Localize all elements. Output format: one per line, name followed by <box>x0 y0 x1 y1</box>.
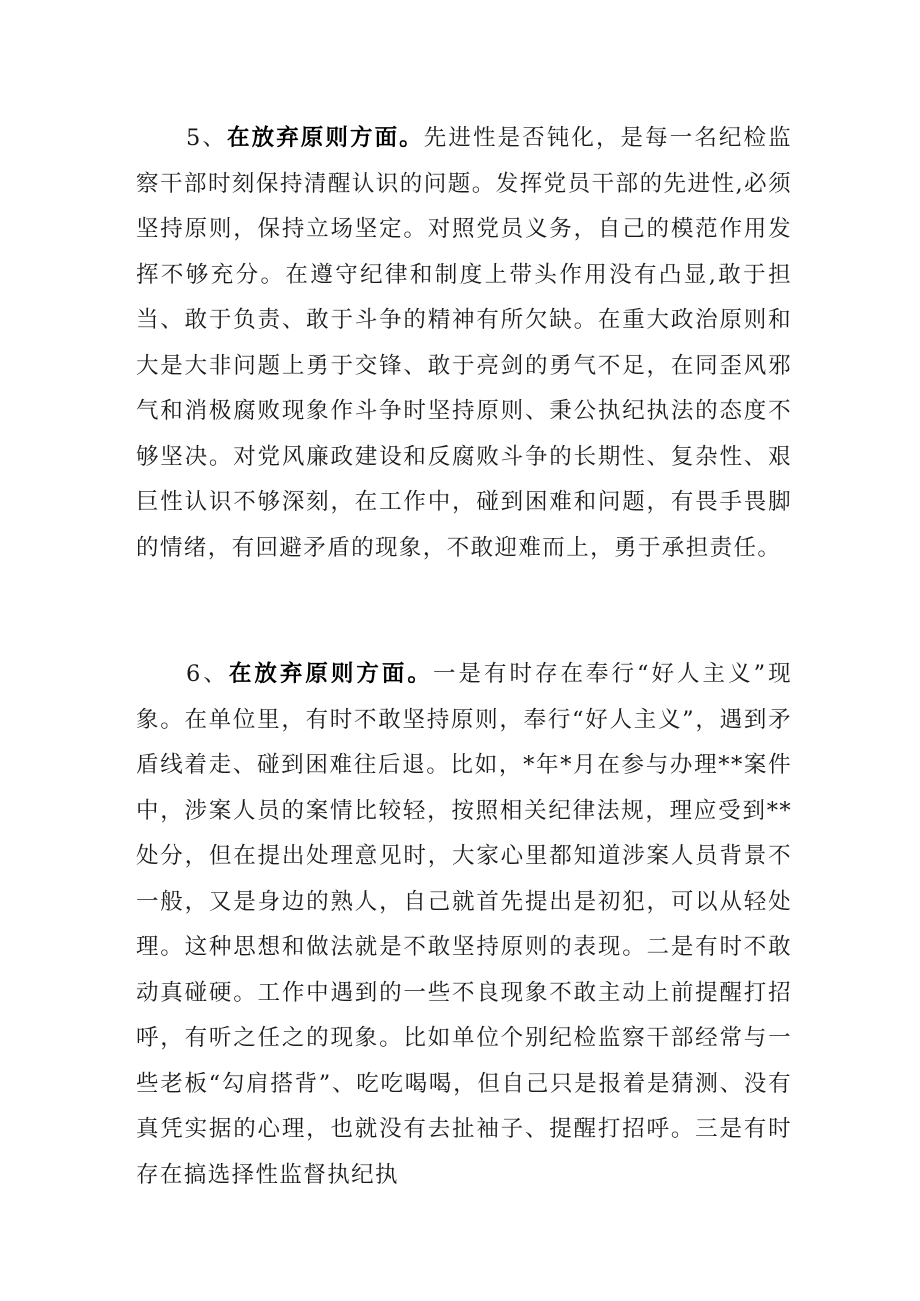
paragraph-6-body: 一是有时存在奉行“好人主义”现象。在单位里，有时不敢坚持原则，奉行“好人主义”，遇到矛盾线着走、碰到困难往后退。比如，*年*月在参与办理**案件中，涉案人员的案情比较轻，按照相关纪律法规，理应受到**处分，但在提出处理意见时，大家心里都知道涉案人员背景不一般，又是身边的熟人，自己就首先提出是初犯，可以从轻处理。这种思想和做法就是不敢坚持原则的表现。二是有时不敢动真碰硬。工作中遇到的一些不良现象不敢主动上前提醒打招呼，有听之任之的现象。比如单位个别纪检监察干部经常与一些老板“勾肩搭背”、吃吃喝喝，但自己只是报着是猜测、没有真凭实据的心理，也就没有去扯袖子、提醒打招呼。三是有时存在搞选择性监督执纪执 <box>136 661 792 1188</box>
paragraph-5-number: 5、 <box>186 125 228 151</box>
paragraph-5-heading: 在放弃原则方面。 <box>227 125 424 151</box>
paragraph-6-heading: 在放弃原则方面。 <box>228 661 433 687</box>
paragraph-5 <box>136 116 792 571</box>
paragraph-6-number: 6、 <box>186 661 229 687</box>
paragraph-6 <box>136 652 792 1198</box>
paragraph-5-body: 先进性是否钝化，是每一名纪检监察干部时刻保持清醒认识的问题。发挥党员干部的先进性,必须坚持原则，保持立场坚定。对照党员义务，自己的模范作用发挥不够充分。在遵守纪律和制度上带头作用没有凸显,敢于担当、敢于负责、敢于斗争的精神有所欠缺。在重大政治原则和大是大非问题上勇于交锋、敢于亮剑的勇气不足，在同歪风邪气和消极腐败现象作斗争时坚持原则、秉公执纪执法的态度不够坚决。对党风廉政建设和反腐败斗争的长期性、复杂性、艰巨性认识不够深刻，在工作中，碰到困难和问题，有畏手畏脚的情绪，有回避矛盾的现象，不敢迎难而上，勇于承担责任。 <box>136 125 792 561</box>
